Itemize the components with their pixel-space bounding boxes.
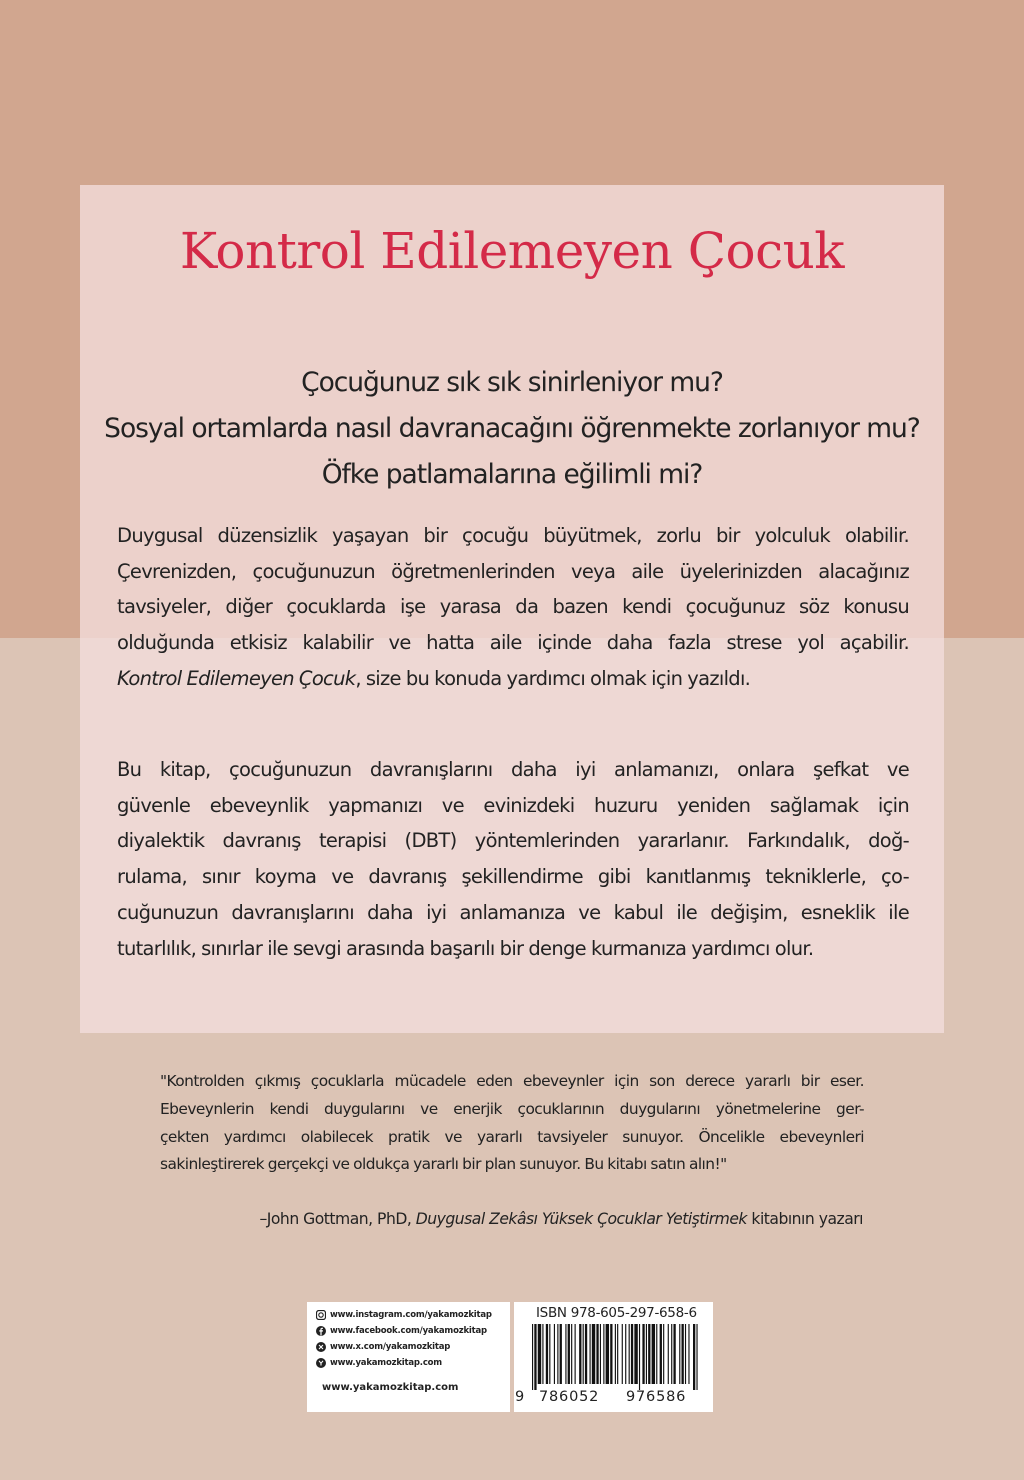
question-line: Sosyal ortamlarda nasıl davranacağını öğrenmekte zorlanıyor mu? bbox=[104, 413, 920, 444]
link-text: www.facebook.com/yakamozkitap bbox=[330, 1326, 487, 1336]
paragraph-line: güvenle ebeveynlik yapmanızı ve evinizdeki huzuru yeniden sağlamak için bbox=[117, 793, 909, 817]
attribution-book-title: Duygusal Zekâsı Yüksek Çocuklar Yetiştirmek bbox=[415, 1210, 747, 1228]
barcode-bar bbox=[646, 1324, 647, 1384]
barcode-bar bbox=[585, 1324, 587, 1384]
barcode-bar bbox=[560, 1324, 562, 1384]
barcode-bar bbox=[606, 1324, 609, 1384]
attribution-suffix: kitabının yazarı bbox=[746, 1210, 863, 1228]
paragraph-line: rulama, sınır koyma ve davranış şekillendirme gibi kanıtlanmış tekniklerle, ço- bbox=[117, 865, 909, 889]
facebook-icon bbox=[316, 1326, 326, 1336]
link-facebook[interactable] bbox=[316, 1324, 487, 1338]
paragraph-line: diyalektik davranış terapisi (DBT) yöntemlerinden yararlanır. Farkındalık, doğ- bbox=[117, 829, 909, 853]
link-text: www.x.com/yakamozkitap bbox=[330, 1342, 451, 1352]
barcode-bar bbox=[642, 1324, 644, 1384]
barcode-bar bbox=[629, 1324, 630, 1384]
description-paragraph-1 bbox=[117, 518, 909, 697]
quote-line: sakinleştirerek gerçekçi ve oldukça yararlı bir plan sunuyor. Bu kitabı satın alın!" bbox=[160, 1155, 727, 1174]
paragraph-line: olduğunda etkisiz kalabilir ve hatta aile içinde daha fazla strese yol açabilir. bbox=[117, 631, 909, 655]
description-paragraph-2 bbox=[117, 752, 909, 966]
barcode-bar bbox=[603, 1324, 604, 1384]
book-title-italic: Kontrol Edilemeyen Çocuk bbox=[117, 666, 356, 690]
paragraph-line: Bu kitap, çocuğunuzun davranışlarını daha iyi anlamanızı, onlara şefkat ve bbox=[117, 758, 909, 781]
barcode-bar bbox=[656, 1324, 657, 1384]
barcode-bar bbox=[610, 1324, 612, 1384]
barcode-bar bbox=[622, 1324, 623, 1384]
barcode-bar bbox=[532, 1324, 533, 1390]
barcode-bar bbox=[660, 1324, 662, 1384]
paragraph-line: Duygusal düzensizlik yaşayan bir çocuğu büyütmek, zorlu bir yolculuk olabilir. bbox=[117, 524, 909, 547]
barcode-bar bbox=[571, 1324, 572, 1384]
link-yakamoz[interactable] bbox=[316, 1356, 442, 1370]
barcode-bar bbox=[568, 1324, 570, 1384]
question-line: Öfke patlamalarına eğilimli mi? bbox=[321, 459, 703, 490]
barcode-bar bbox=[575, 1324, 576, 1384]
barcode-bar bbox=[557, 1324, 558, 1384]
barcode-bar bbox=[600, 1324, 601, 1384]
barcode-bar bbox=[549, 1324, 550, 1384]
barcode-bar bbox=[631, 1324, 633, 1384]
barcode-bar bbox=[554, 1324, 555, 1384]
quote-line: Ebeveynlerin kendi duygularını ve enerjik çocuklarının duygularını yönetmelerine ger- bbox=[160, 1099, 864, 1118]
barcode-bar bbox=[648, 1324, 650, 1384]
paragraph-line: Çevrenizden, çocuğunuzun öğretmenlerinden veya aile üyelerinizden alacağınız bbox=[117, 559, 909, 583]
quote-line: çekten yardımcı olabilecek pratik ve yararlı tavsiyeler sunuyor. Öncelikle ebeveynleri bbox=[160, 1127, 864, 1146]
publisher-website[interactable]: www.yakamozkitap.com bbox=[322, 1382, 459, 1393]
barcode-bar bbox=[688, 1324, 689, 1384]
publisher-links-box bbox=[307, 1302, 510, 1412]
quote-attribution bbox=[163, 1210, 863, 1228]
link-text: www.yakamozkitap.com bbox=[330, 1358, 442, 1368]
barcode-bar bbox=[693, 1324, 695, 1390]
barcode-bar bbox=[634, 1324, 637, 1384]
barcode-bar bbox=[542, 1324, 543, 1384]
barcode-bar bbox=[625, 1324, 626, 1384]
quote-line: "Kontrolden çıkmış çocuklarla mücadele eden ebeveynler için son derece yararlı bir eser. bbox=[160, 1072, 864, 1090]
barcode-bar bbox=[668, 1324, 669, 1384]
barcode-bar bbox=[663, 1324, 664, 1384]
link-x[interactable] bbox=[316, 1340, 450, 1354]
link-text: www.instagram.com/yakamozkitap bbox=[330, 1310, 492, 1320]
barcode-bar bbox=[592, 1324, 595, 1384]
barcode-digits-left: 786052 bbox=[539, 1389, 600, 1405]
book-title: Kontrol Edilemeyen Çocuk bbox=[179, 222, 845, 280]
barcode-digit-first: 9 bbox=[515, 1389, 526, 1405]
instagram-icon bbox=[316, 1310, 326, 1320]
attribution-author: –John Gottman, PhD, bbox=[259, 1210, 416, 1228]
barcode-bar bbox=[682, 1324, 684, 1384]
paragraph-line bbox=[117, 661, 909, 697]
paragraph-line: tavsiyeler, diğer çocuklarda işe yarasa da bazen kendi çocuğunuz söz konusu bbox=[117, 595, 909, 619]
barcode-bar bbox=[583, 1324, 584, 1384]
isbn-label: ISBN 978-605-297-658-6 bbox=[536, 1305, 697, 1321]
question-line: Çocuğunuz sık sık sinirleniyor mu? bbox=[301, 367, 723, 398]
barcode-bar bbox=[615, 1324, 616, 1384]
barcode-bar bbox=[565, 1324, 566, 1384]
barcode-graphic bbox=[524, 1324, 704, 1390]
x-icon bbox=[316, 1342, 326, 1352]
question-block bbox=[80, 360, 944, 498]
barcode-digits-right: 976586 bbox=[626, 1389, 687, 1405]
barcode-bar bbox=[679, 1324, 680, 1384]
barcode-bar bbox=[579, 1324, 581, 1384]
barcode-bar bbox=[639, 1324, 640, 1390]
barcode-bar bbox=[534, 1324, 536, 1390]
endorsement-quote bbox=[160, 1068, 864, 1179]
barcode-bar bbox=[673, 1324, 675, 1384]
barcode-bar bbox=[696, 1324, 697, 1390]
yakamoz-icon bbox=[316, 1358, 326, 1368]
isbn-barcode-box bbox=[514, 1302, 713, 1412]
paragraph-line-rest: , size bu konuda yardımcı olmak için yazıldı. bbox=[355, 666, 751, 690]
barcode-bar bbox=[596, 1324, 598, 1384]
barcode-bar bbox=[617, 1324, 618, 1384]
barcode-bar bbox=[671, 1324, 672, 1384]
barcode-bar bbox=[538, 1324, 541, 1384]
barcode-bar bbox=[590, 1324, 591, 1384]
link-instagram[interactable] bbox=[316, 1308, 492, 1322]
barcode-bar bbox=[652, 1324, 655, 1384]
paragraph-line: tutarlılık, sınırlar ile sevgi arasında başarılı bir denge kurmanıza yardımcı olur. bbox=[117, 936, 814, 960]
barcode-bar bbox=[546, 1324, 548, 1384]
barcode-bar bbox=[685, 1324, 686, 1384]
paragraph-line: cuğunuzun davranışlarını daha iyi anlamanıza ve kabul ile değişim, esneklik ile bbox=[117, 900, 909, 924]
